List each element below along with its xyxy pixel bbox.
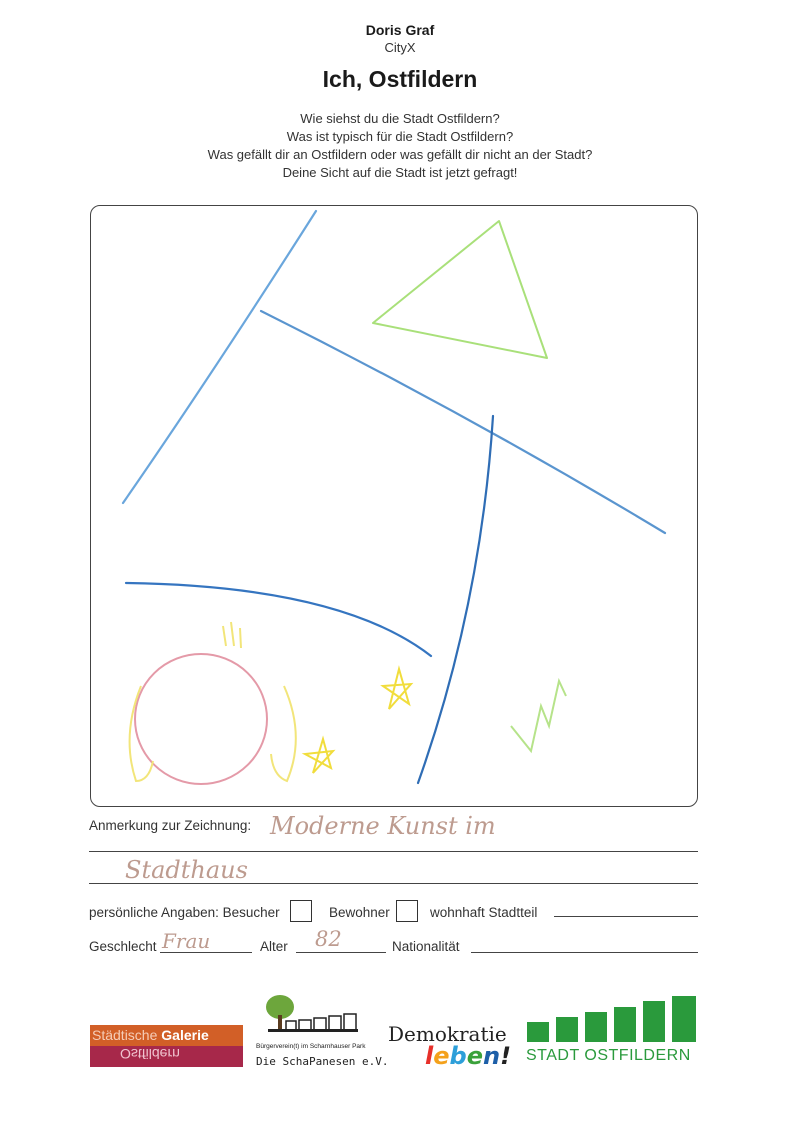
drawing-star-1 (383, 669, 411, 709)
drawing-blue-line-3 (418, 416, 493, 783)
gender-label: Geschlecht (89, 939, 157, 954)
age-value: 82 (315, 927, 342, 951)
personal-label: persönliche Angaben: Besucher (89, 905, 280, 920)
remark-handwriting-2: Stadthaus (125, 856, 248, 884)
resident-label: Bewohner (329, 905, 390, 920)
verein-subtitle: Bürgerverein(t) im Scharnhauser Park (256, 1043, 366, 1050)
nationality-field[interactable] (471, 952, 698, 953)
stadt-logo-bars (527, 995, 699, 1047)
drawing-area (90, 205, 698, 807)
drawing-ear-left (130, 686, 153, 781)
age-label: Alter (260, 939, 288, 954)
question-2: Was ist typisch für die Stadt Ostfildern? (286, 129, 514, 144)
drawing-signature (511, 681, 566, 751)
drawing-blue-line-4 (126, 583, 431, 656)
verein-name: Die SchaPanesen e.V. (256, 1055, 389, 1068)
drawing-star-2 (305, 739, 333, 773)
district-label: wohnhaft Stadtteil (430, 905, 538, 920)
remark-line-1[interactable] (89, 851, 698, 852)
galerie-logo: Städtische Galerie Ostfildern (90, 1025, 243, 1067)
drawing-blue-line-1 (123, 211, 316, 503)
age-field[interactable] (296, 952, 386, 953)
remark-label: Anmerkung zur Zeichnung: (89, 818, 252, 833)
stadt-ostfildern-text: STADT OSTFILDERN (526, 1047, 691, 1064)
demokratie-leben: leben! (425, 1042, 512, 1070)
drawing-face (135, 654, 267, 784)
drawing-triangle (373, 221, 547, 358)
question-4: Deine Sicht auf die Stadt ist jetzt gefragt! (282, 165, 518, 180)
drawing-ear-right (271, 686, 296, 781)
remark-line-2[interactable] (89, 883, 698, 884)
drawing-blue-line-2 (261, 311, 665, 533)
remark-handwriting-1: Moderne Kunst im (270, 812, 496, 840)
verein-logo-icon (262, 993, 362, 1041)
author-name: Doris Graf (365, 22, 435, 38)
visitor-checkbox[interactable] (290, 900, 312, 922)
gender-value: Frau (162, 929, 211, 953)
gender-field[interactable] (160, 952, 252, 953)
resident-checkbox[interactable] (396, 900, 418, 922)
drawing-hair (223, 622, 241, 648)
district-field[interactable] (554, 916, 698, 917)
demokratie-title: Demokratie (388, 1022, 507, 1046)
child-drawing (91, 206, 699, 808)
nationality-label: Nationalität (392, 939, 460, 954)
page-title: Ich, Ostfildern (322, 66, 478, 92)
question-1: Wie siehst du die Stadt Ostfildern? (300, 111, 500, 126)
event-name: CityX (384, 40, 416, 55)
question-3: Was gefällt dir an Ostfildern oder was gefällt dir nicht an der Stadt? (207, 147, 593, 162)
